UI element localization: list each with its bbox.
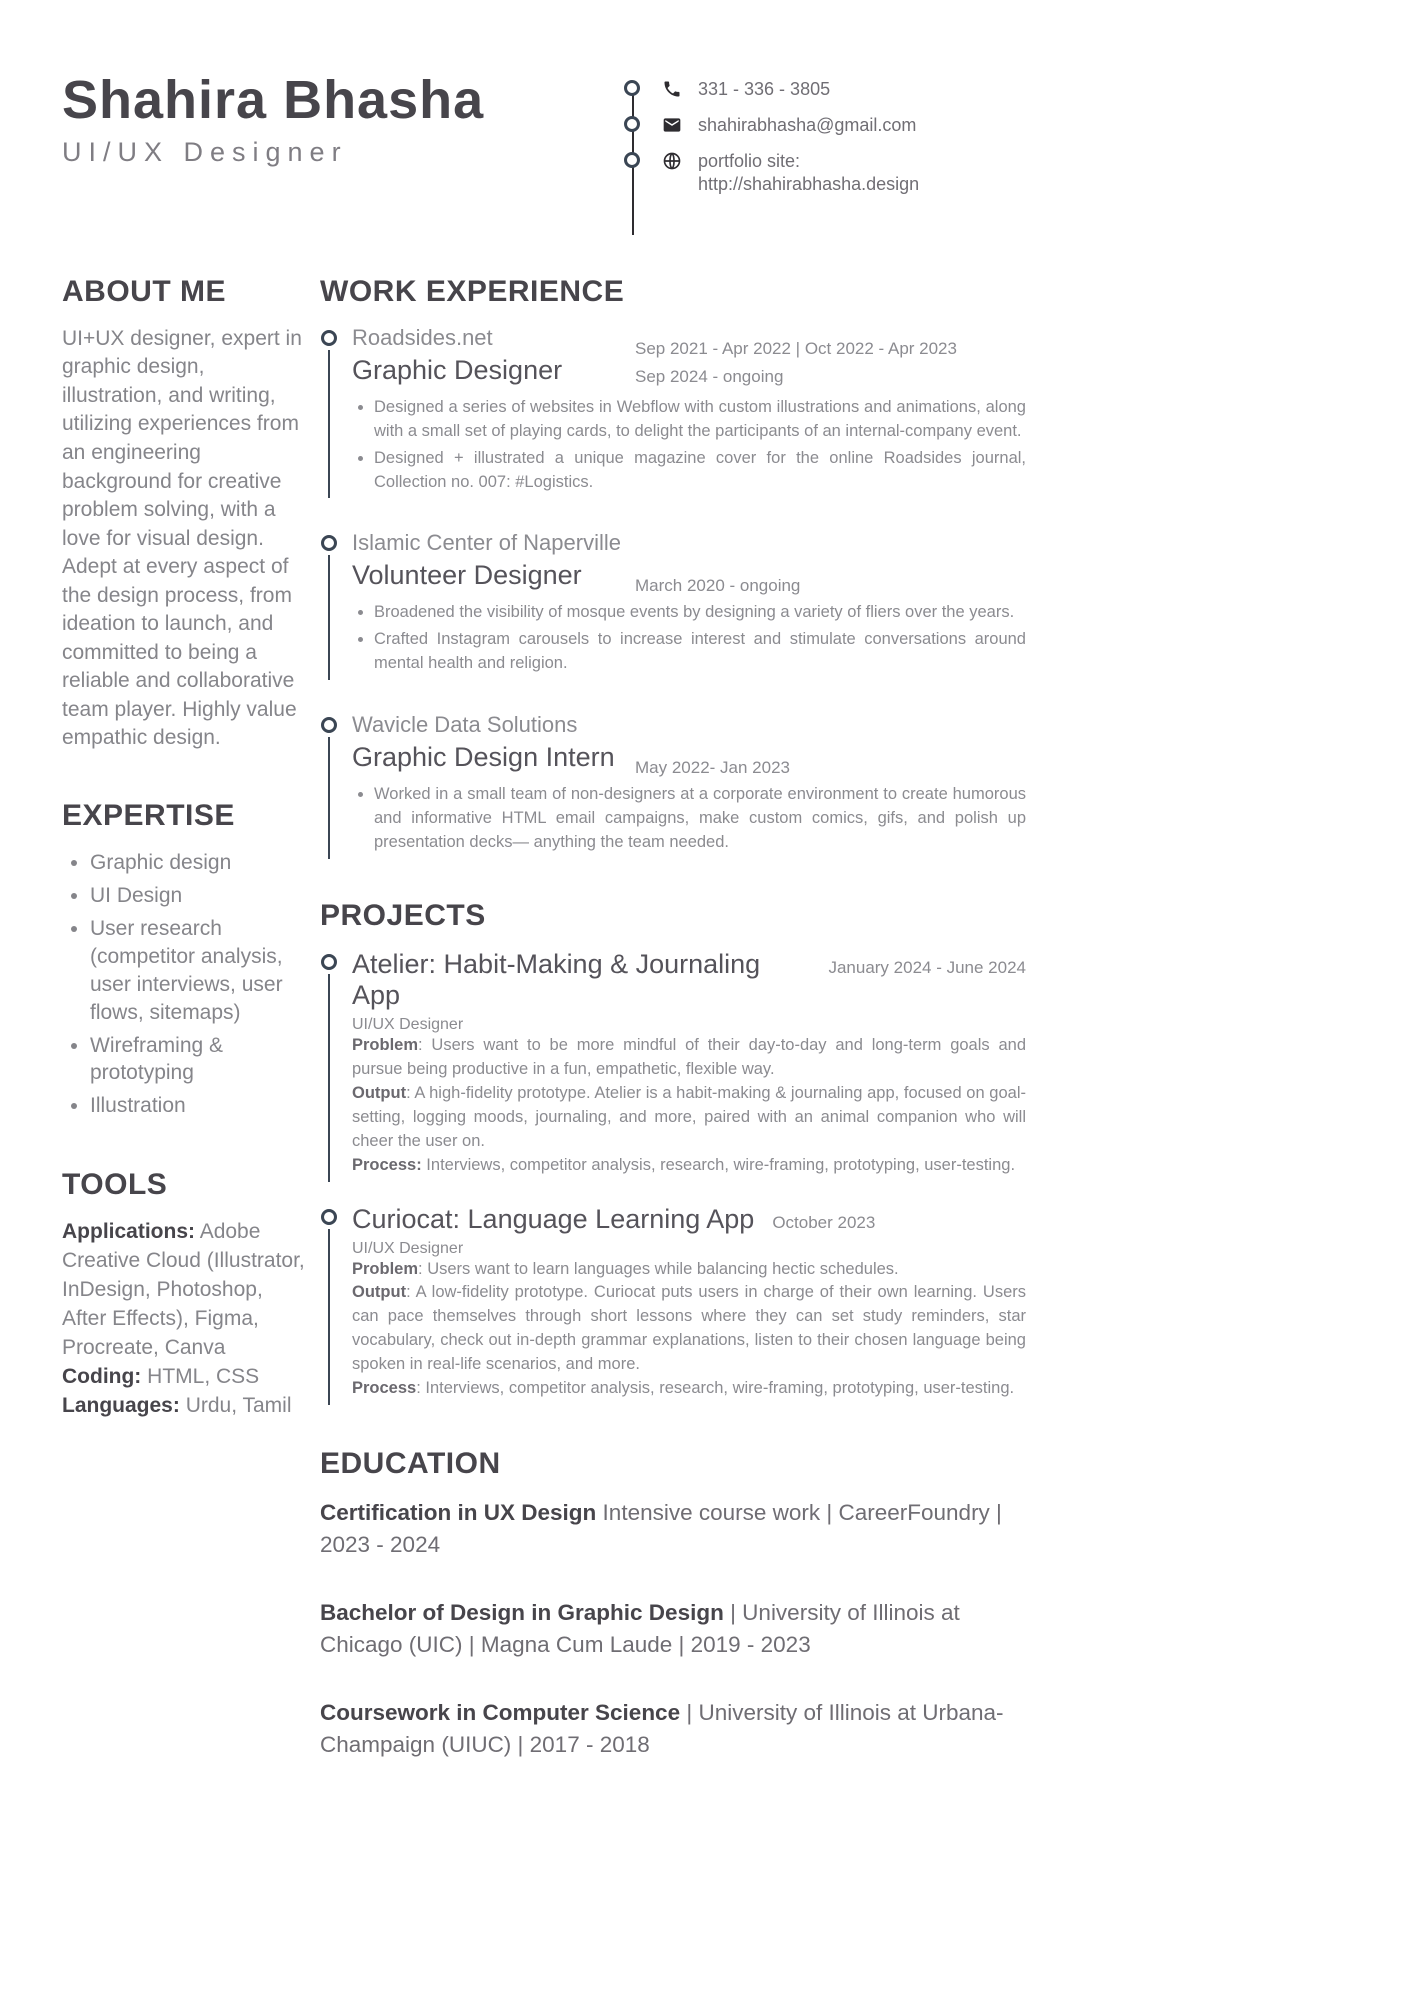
tools-label: Languages: [62, 1394, 180, 1418]
list-item: • Worked in a small team of non-designers at a corporate environment to create humorous and informative HTML email campaigns, make custom comics, gifs, and polish up presentation decks— anything the team needed. [374, 783, 1026, 855]
contact-portfolio-row [624, 150, 954, 197]
company-name: Wavicle Data Solutions [352, 712, 578, 738]
education-entry [320, 1697, 1010, 1761]
degree-name: Certification in UX Design [320, 1500, 597, 1526]
work-entry [320, 712, 1026, 855]
project-output [352, 1281, 1026, 1377]
field-label: Output [352, 1083, 407, 1102]
job-bullets [352, 783, 1026, 855]
job-title: Graphic Designer [352, 354, 563, 385]
email-address[interactable]: shahirabhasha@gmail.com [698, 115, 917, 135]
header [62, 72, 1414, 235]
job-dates [635, 572, 800, 600]
degree-detail: Intensive course work | CareerFoundry | 2023 - 2024 [320, 1500, 1002, 1557]
phone-icon [662, 79, 682, 99]
list-item: • Designed a series of websites in Webflow with custom illustrations and animations, along with a small set of playing cards, to delight the participants of an internal-company event. [374, 396, 1026, 444]
globe-icon [662, 151, 682, 171]
list-item: • Designed + illustrated a unique magazine cover for the online Roadsides journal, Collection no. 007: #Logistics. [374, 447, 1026, 495]
person-title: UI/UX Designer [62, 136, 348, 167]
project-title: Atelier: Habit-Making & Journaling App [352, 949, 761, 1010]
list-item: • UI Design [90, 882, 308, 910]
degree-name: Coursework in Computer Science [320, 1699, 681, 1725]
list-item: • Broadened the visibility of mosque events by designing a variety of fliers over the years. [374, 601, 1026, 625]
field-text: : Users want to learn languages while balancing hectic schedules. [418, 1259, 899, 1278]
job-title: Volunteer Designer [352, 560, 582, 591]
about-heading: ABOUT ME [62, 274, 226, 308]
contact-block [624, 78, 954, 235]
projects-heading: PROJECTS [320, 899, 486, 932]
degree-detail: | University of Illinois at Urbana-Champaign (UIUC) | 2017 - 2018 [320, 1699, 1004, 1757]
right-column [320, 275, 1026, 1797]
email-icon [662, 115, 682, 135]
job-bullets [352, 396, 1026, 495]
work-heading: WORK EXPERIENCE [320, 274, 625, 308]
tools-applications [62, 1218, 308, 1363]
portfolio-label: portfolio site: [698, 151, 801, 171]
job-bullets [352, 601, 1026, 676]
expertise-heading: EXPERTISE [62, 798, 235, 832]
phone-number: 331 - 336 - 3805 [698, 79, 831, 99]
field-text: : A low-fidelity prototype. Curiocat puts users in charge of their own learning. Users can pace themselves through short lessons where they can set study reminders, star vocabulary, check out in-depth grammar explanations, listen to their chosen language being spoken in real-life scenarios, and more. [352, 1283, 1026, 1374]
tools-languages [62, 1392, 308, 1421]
tools-value: Adobe Creative Cloud (Illustrator, InDesign, Photoshop, After Effects), Figma, Procreate, Canva [62, 1220, 305, 1360]
project-title: Curiocat: Language Learning App [352, 1203, 755, 1234]
job-date-line: Sep 2021 - Apr 2022 | Oct 2022 - Apr 2023 [635, 338, 957, 358]
field-text: : Interviews, competitor analysis, research, wire-framing, prototyping, user-testing. [416, 1379, 1015, 1398]
job-title: Graphic Design Intern [352, 742, 615, 773]
tools-coding [62, 1363, 308, 1392]
list-item: • Illustration [90, 1092, 308, 1120]
project-process [352, 1154, 1026, 1178]
project-process [352, 1377, 1026, 1401]
job-date-line: May 2022- Jan 2023 [635, 758, 790, 778]
education-heading: EDUCATION [320, 1447, 501, 1481]
project-role: UI/UX Designer [352, 1016, 464, 1033]
field-text: Interviews, competitor analysis, research, wire-framing, prototyping, user-testing. [421, 1155, 1016, 1174]
tools-section [62, 1168, 308, 1421]
tools-label: Applications: [62, 1220, 196, 1244]
project-entry [320, 949, 1026, 1178]
project-problem [352, 1034, 1026, 1082]
work-entry [320, 325, 1026, 495]
left-column [62, 275, 308, 1797]
contact-phone-row [624, 78, 954, 102]
company-name: Roadsides.net [352, 324, 493, 350]
company-name: Islamic Center of Naperville [352, 530, 621, 556]
tools-label: Coding: [62, 1365, 142, 1389]
job-dates [635, 335, 957, 391]
field-text: : Users want to be more mindful of their day-to-day and long-term goals and pursue being productive in a fun, empathetic, flexible way. [352, 1036, 1026, 1078]
job-date-line: March 2020 - ongoing [635, 576, 801, 596]
education-section [320, 1447, 1026, 1761]
project-role: UI/UX Designer [352, 1239, 464, 1257]
field-label: Process [352, 1379, 417, 1398]
tools-value: HTML, CSS [141, 1365, 260, 1389]
education-entry [320, 1497, 1010, 1561]
project-title-line [352, 949, 1026, 1011]
work-entry [320, 530, 1026, 676]
tools-value: Urdu, Tamil [179, 1394, 292, 1418]
job-date-line: Sep 2024 - ongoing [635, 366, 784, 386]
project-entry [320, 1204, 1026, 1402]
project-date: October 2023 [772, 1212, 876, 1232]
project-problem [352, 1258, 1026, 1282]
list-item: • User research (competitor analysis, user interviews, user flows, sitemaps) [90, 915, 308, 1027]
name-block [62, 72, 624, 168]
field-label: Problem [352, 1036, 419, 1054]
expertise-list [62, 849, 308, 1120]
job-dates [635, 754, 790, 782]
list-item: • Crafted Instagram carousels to increase interest and stimulate conversations around mental health and religion. [374, 628, 1026, 676]
portfolio-url[interactable]: http://shahirabhasha.design [698, 174, 920, 195]
about-section [62, 275, 308, 753]
projects-section [320, 899, 1026, 1401]
work-experience-section [320, 275, 1026, 855]
field-text: : A high-fidelity prototype. Atelier is a habit-making & journaling app, focused on goal-setting, logging moods, journaling, and more, paired with an animal companion who will cheer the user on. [352, 1083, 1026, 1150]
field-label: Problem [352, 1259, 419, 1278]
tools-heading: TOOLS [62, 1168, 168, 1202]
degree-name: Bachelor of Design in Graphic Design [320, 1599, 724, 1625]
education-entry [320, 1597, 1010, 1661]
content-columns [62, 275, 1414, 1797]
project-output [352, 1082, 1026, 1154]
about-text: UI+UX designer, expert in graphic design, illustration, and writing, utilizing experiences from an engineering background for creative problem solving, with a love for visual design. Adept at every aspect of the design process, from ideation to launch, and committed to being a reliable and collaborative team player. Highly value empathic design. [62, 326, 302, 750]
field-label: Process: [352, 1155, 422, 1174]
field-label: Output [352, 1283, 407, 1302]
person-name: Shahira Bhasha [62, 70, 485, 130]
degree-detail: | University of Illinois at Chicago (UIC) | Magna Cum Laude | 2019 - 2023 [320, 1599, 960, 1657]
expertise-section [62, 799, 308, 1120]
contact-email-row [624, 114, 954, 138]
project-date: January 2024 - June 2024 [828, 958, 1026, 977]
list-item: • Graphic design [90, 849, 308, 877]
project-title-line [352, 1204, 1026, 1235]
list-item: • Wireframing & prototyping [90, 1032, 308, 1088]
